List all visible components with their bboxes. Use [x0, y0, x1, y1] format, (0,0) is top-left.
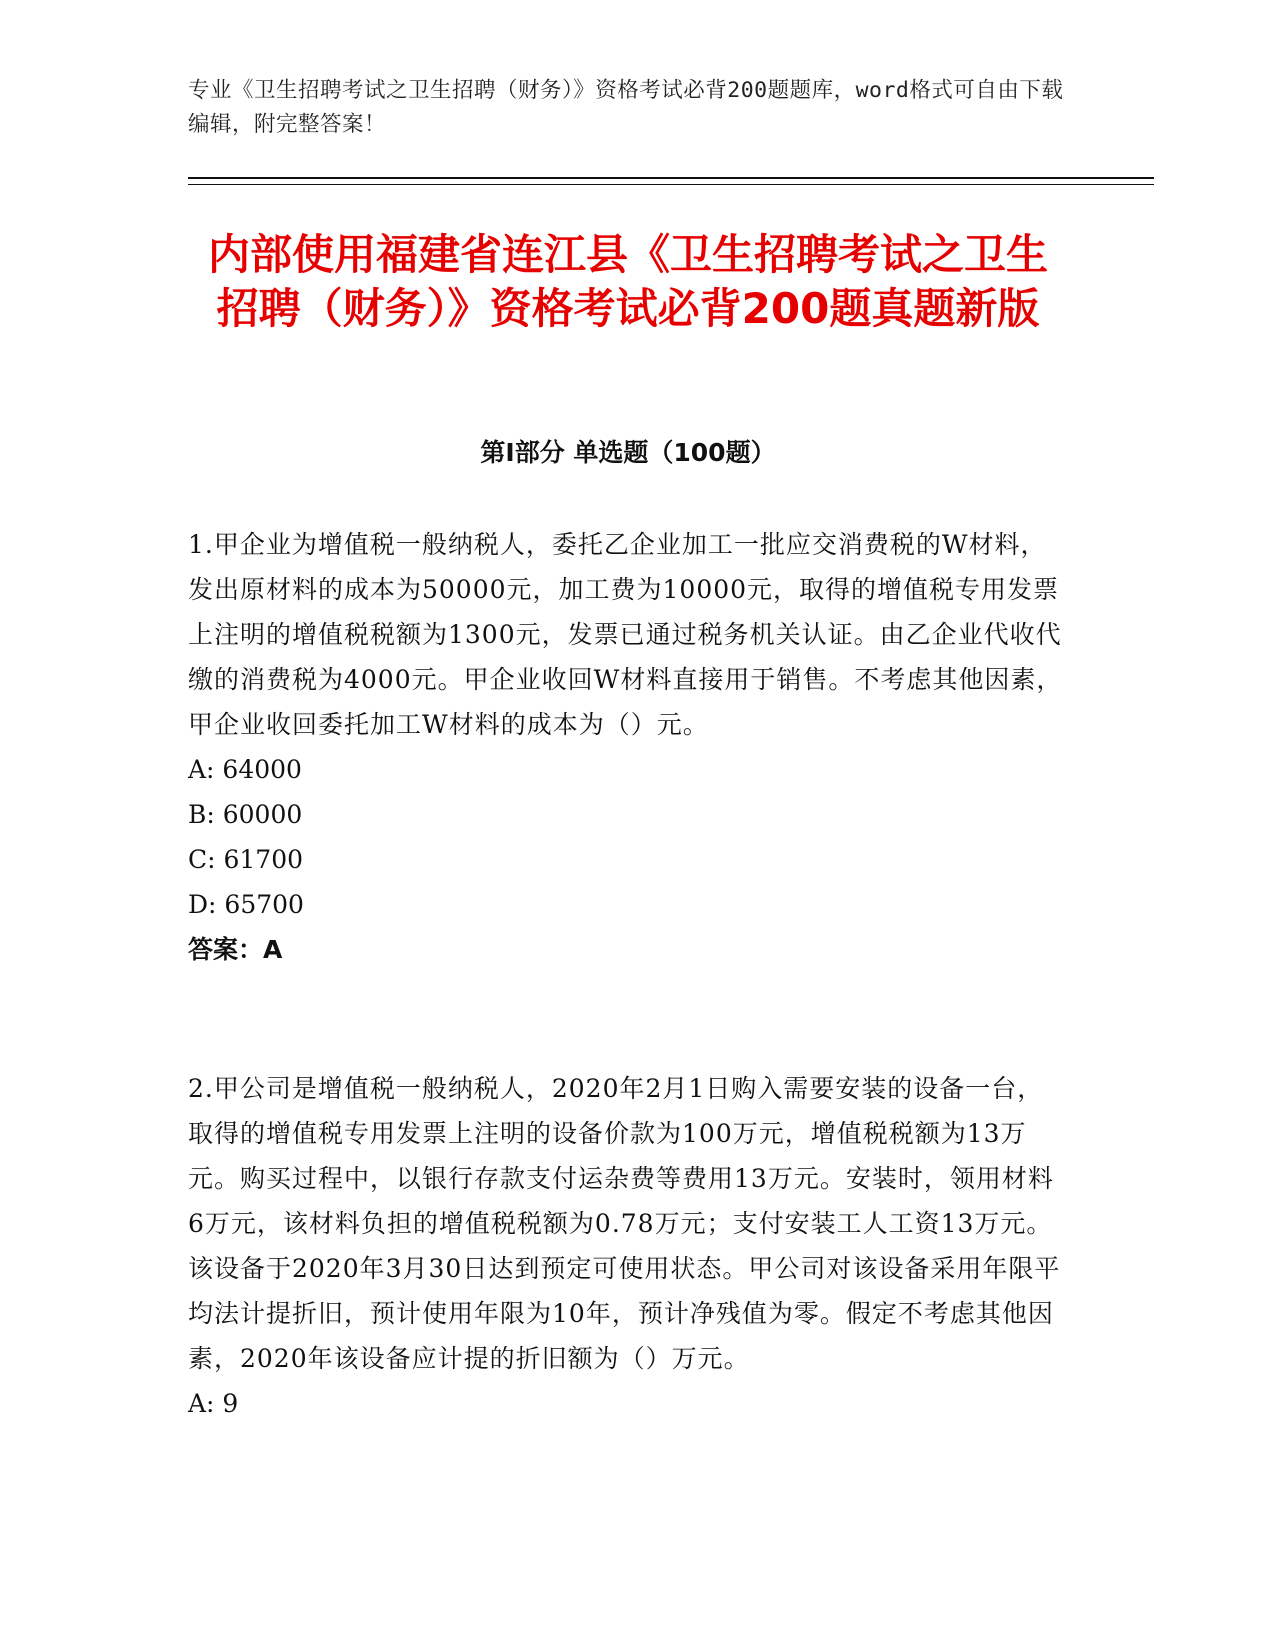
answer-line: 答案：A [188, 935, 283, 964]
question-stem: 1.甲企业为增值税一般纳税人，委托乙企业加工一批应交消费税的W材料，发出原材料的成本为50000元，加工费为10000元，取得的增值税专用发票上注明的增值税税额为1300元，发票已通过税务机关认证。由乙企业代收代缴的消费税为4000元。甲企业收回W材料直接用于销售。不考虑其他因素，甲企业收回委托加工W材料的成本为（）元。 [188, 530, 1063, 739]
header-divider-thick [188, 177, 1154, 179]
option-d: D: 65700 [188, 890, 304, 919]
section-heading: 第I部分 单选题（100题） [480, 438, 776, 467]
question-stem: 2.甲公司是增值税一般纳税人，2020年2月1日购入需要安装的设备一台，取得的增值税专用发票上注明的设备价款为100万元，增值税税额为13万元。购买过程中，以银行存款支付运杂费等费用13万元。安装时，领用材料6万元，该材料负担的增值税税额为0.78万元；支付安装工人工资13万元。该设备于2020年3月30日达到预定可使用状态。甲公司对该设备采用年限平均法计提折旧，预计使用年限为10年，预计净残值为零。假定不考虑其他因素，2020年该设备应计提的折旧额为（）万元。 [188, 1074, 1061, 1373]
option-c: C: 61700 [188, 845, 304, 874]
document-title: 内部使用福建省连江县《卫生招聘考试之卫生招聘（财务）》资格考试必背200题真题新版 [207, 230, 1048, 333]
header-divider-thin [188, 184, 1154, 185]
option-b: B: 60000 [188, 800, 303, 829]
option-a: A: 9 [188, 1389, 239, 1418]
option-a: A: 64000 [188, 755, 302, 784]
question-2 [188, 1066, 1068, 1426]
question-1 [188, 522, 1068, 972]
header-note: 专业《卫生招聘考试之卫生招聘（财务）》资格考试必背200题题库，word格式可自由下载编辑，附完整答案！ [188, 78, 1064, 137]
